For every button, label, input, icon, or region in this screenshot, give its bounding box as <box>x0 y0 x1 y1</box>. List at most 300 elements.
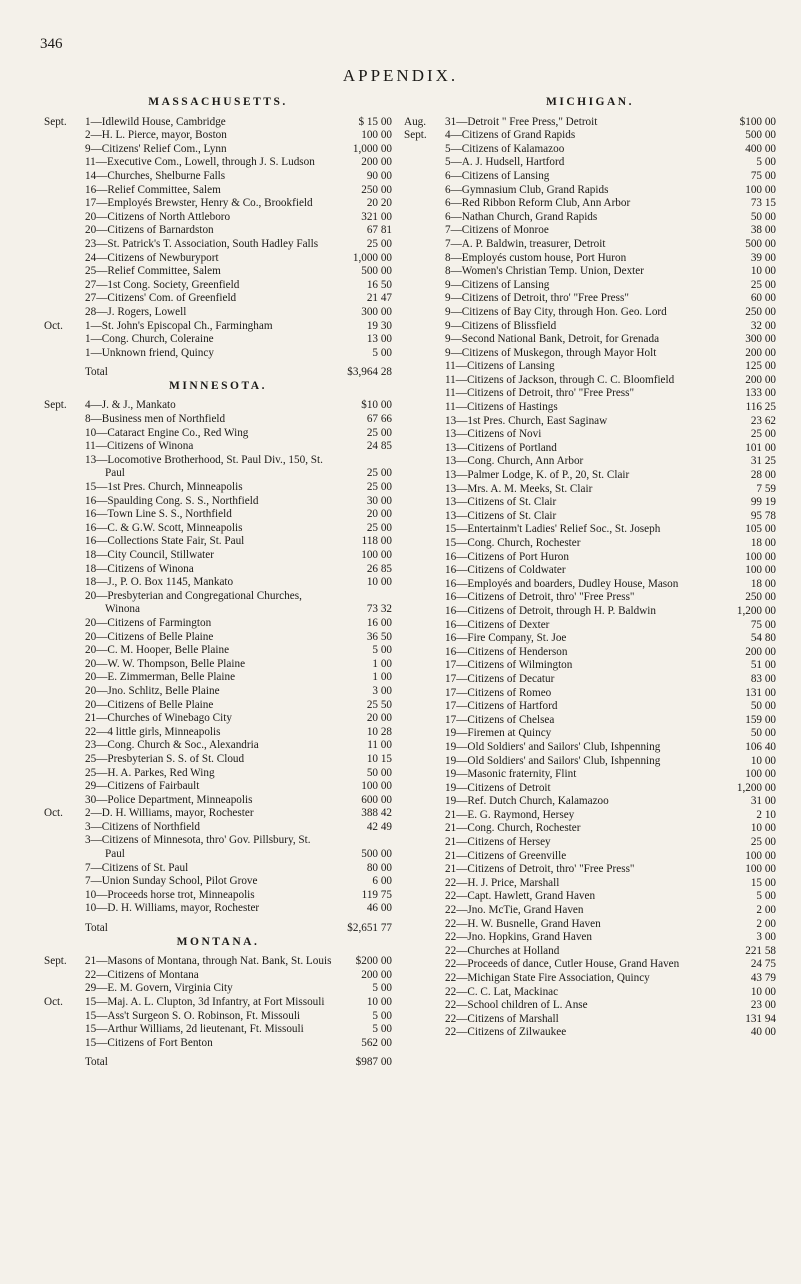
entry-description: 16—Citizens of Dexter <box>445 618 550 631</box>
ledger-entry <box>44 563 392 577</box>
ledger-entry <box>44 170 392 184</box>
entry-amount: 51 00 <box>750 659 776 672</box>
entry-amount: 25 50 <box>366 698 392 711</box>
entry-description: 20—Citizens of Barnardston <box>85 224 214 237</box>
section-title: MINNESOTA. <box>169 379 267 392</box>
entry-amount: 30 00 <box>366 494 392 507</box>
entry-amount: 388 42 <box>361 807 392 820</box>
ledger-entry <box>44 292 392 306</box>
entry-amount: 500 00 <box>361 265 392 278</box>
entry-description: 7—Citizens of St. Paul <box>85 861 189 874</box>
ledger-entry <box>404 659 776 673</box>
entry-amount: 7 59 <box>756 482 776 495</box>
entry-description: 30—Police Department, Minneapolis <box>85 793 253 806</box>
ledger-entry <box>404 931 776 945</box>
entry-amount: 500 00 <box>361 848 392 861</box>
left-column <box>44 96 392 1070</box>
entry-amount: 18 00 <box>750 537 776 549</box>
ledger-entry <box>44 156 392 170</box>
entry-amount: 38 00 <box>750 224 776 237</box>
ledger-entry <box>404 523 776 537</box>
entry-amount: 5 00 <box>372 346 392 359</box>
ledger-entry <box>44 862 392 876</box>
ledger-entry <box>404 184 776 198</box>
entry-amount: 50 00 <box>750 727 776 740</box>
entry-amount: 131 00 <box>745 686 776 699</box>
ledger-entry <box>404 496 776 510</box>
entry-amount: 95 78 <box>750 509 776 522</box>
entry-description: 20—Citizens of North Attleboro <box>85 210 231 223</box>
entry-amount: 67 81 <box>366 224 392 237</box>
entry-amount: 24 85 <box>366 440 392 453</box>
entry-description: 9—Citizens of Bay City, through Hon. Geo. Lord <box>445 305 667 318</box>
section-massachusetts <box>44 96 392 380</box>
entry-amount: 5 00 <box>372 644 392 657</box>
entry-description: 22—H. W. Busnelle, Grand Haven <box>445 917 601 930</box>
entry-amount: 100 00 <box>745 849 776 862</box>
ledger-entry <box>404 687 776 701</box>
ledger-entry <box>44 780 392 794</box>
entry-description: 22—School children of L. Anse <box>445 999 588 1012</box>
entry-description: 16—Employés and boarders, Dudley House, Mason <box>445 577 679 590</box>
entry-description: 22—Jno. McTie, Grand Haven <box>445 904 584 917</box>
ledger-entry <box>44 495 392 509</box>
entry-month: Oct. <box>44 996 63 1008</box>
entry-amount: 105 00 <box>745 523 776 536</box>
ledger-entry <box>404 387 776 401</box>
entry-amount: 10 00 <box>750 265 776 278</box>
right-column <box>404 96 776 1040</box>
entry-amount: 20 00 <box>366 712 392 725</box>
entry-amount: 159 00 <box>745 713 776 726</box>
entry-description: 21—Cong. Church, Rochester <box>445 822 581 835</box>
entry-amount: 200 00 <box>361 968 392 981</box>
entry-description: 7—Citizens of Monroe <box>445 224 549 237</box>
entry-description: 5—Citizens of Kalamazoo <box>445 142 565 155</box>
ledger-entry <box>404 795 776 809</box>
entry-description: 4—Citizens of Grand Rapids <box>445 129 576 142</box>
entry-amount: 42 49 <box>366 820 392 833</box>
entry-description: 15—Citizens of Fort Benton <box>85 1036 213 1049</box>
entry-description: 23—St. Patrick's T. Association, South Hadley Falls <box>85 237 319 250</box>
entry-amount: 500 00 <box>745 129 776 142</box>
total-label: Total <box>85 366 108 379</box>
entry-amount: 125 00 <box>745 360 776 373</box>
ledger-entry <box>44 320 392 334</box>
entry-description: 17—Citizens of Decatur <box>445 672 555 685</box>
total-label: Total <box>85 922 108 935</box>
entry-description: 13—1st Pres. Church, East Saginaw <box>445 414 608 427</box>
entry-amount: 200 00 <box>745 645 776 658</box>
entry-amount: 131 94 <box>745 1012 776 1025</box>
entry-description: 15—1st Pres. Church, Minneapolis <box>85 481 243 494</box>
entry-description: 21—Citizens of Detroit, thro' "Free Press" <box>445 863 635 876</box>
entry-amount: 10 00 <box>366 996 392 1008</box>
entry-description: 21—E. G. Raymond, Hersey <box>445 808 575 821</box>
ledger-entry <box>404 292 776 306</box>
entry-description: 27—1st Cong. Society, Greenfield <box>85 278 240 291</box>
entry-amount: 50 00 <box>366 766 392 779</box>
entry-description: 13—Citizens of Portland <box>445 441 557 454</box>
ledger-entry <box>44 726 392 740</box>
entry-amount: 133 00 <box>745 387 776 400</box>
ledger-entry <box>44 211 392 225</box>
ledger-entry <box>404 564 776 578</box>
ledger-entry <box>44 184 392 198</box>
entry-amount: 83 00 <box>750 672 776 685</box>
ledger-entry <box>404 700 776 714</box>
ledger-entry <box>44 143 392 157</box>
ledger-entry <box>404 999 776 1013</box>
entry-amount: 2 10 <box>756 808 776 821</box>
entry-amount: 100 00 <box>361 549 392 561</box>
entry-amount: 1,000 00 <box>352 251 392 264</box>
entry-description: 11—Citizens of Hastings <box>445 401 558 414</box>
ledger-entry <box>44 522 392 536</box>
ledger-entry <box>404 822 776 836</box>
ledger-entry <box>404 890 776 904</box>
ledger-entry <box>44 129 392 143</box>
entry-amount: 28 00 <box>750 469 776 482</box>
entry-description: 13—Palmer Lodge, K. of P., 20, St. Clair <box>445 469 630 482</box>
ledger-entry <box>404 904 776 918</box>
entry-amount: 3 00 <box>756 931 776 944</box>
ledger-entry <box>404 224 776 238</box>
entry-description: 16—Town Line S. S., Northfield <box>85 508 232 521</box>
ledger-entry <box>404 333 776 347</box>
ledger-entry <box>44 671 392 685</box>
ledger-entry <box>44 658 392 672</box>
entry-amount: 200 00 <box>361 156 392 169</box>
entry-description: 31—Detroit " Free Press," Detroit <box>445 115 598 128</box>
entry-description: 21—Citizens of Hersey <box>445 836 551 849</box>
entry-amount: 1,200 00 <box>736 604 776 617</box>
ledger-entry <box>44 347 392 361</box>
section-title: MONTANA. <box>176 935 260 948</box>
entry-amount: 10 00 <box>750 822 776 835</box>
entry-description: 16—Citizens of Detroit, thro' "Free Press" <box>445 591 635 604</box>
ledger-entry <box>404 1013 776 1027</box>
entry-amount: 25 00 <box>750 278 776 291</box>
entry-amount: 75 00 <box>750 618 776 631</box>
entry-amount: 600 00 <box>361 793 392 806</box>
entry-description: 22—Citizens of Zilwaukee <box>445 1026 567 1039</box>
section-total <box>44 922 392 936</box>
entry-description: 13—Citizens of Novi <box>445 428 542 441</box>
entry-amount: 106 40 <box>745 740 776 753</box>
entry-amount: 10 28 <box>366 725 392 738</box>
ledger-entry <box>404 619 776 633</box>
ledger-entry <box>404 279 776 293</box>
entry-description: 3—Citizens of Northfield <box>85 820 200 833</box>
ledger-entry <box>404 958 776 972</box>
entry-amount: 10 00 <box>366 576 392 589</box>
entry-month: Oct. <box>44 807 63 820</box>
entry-description: 20—W. W. Thompson, Belle Plaine <box>85 657 246 670</box>
entry-amount: 101 00 <box>745 441 776 454</box>
entry-amount: 2 00 <box>756 917 776 930</box>
entry-description: 23—Cong. Church & Soc., Alexandria <box>85 739 259 752</box>
entry-description: 1—St. John's Episcopal Ch., Farmingham <box>85 319 273 332</box>
entry-description: 19—Ref. Dutch Church, Kalamazoo <box>445 795 609 808</box>
entry-description: 28—J. Rogers, Lowell <box>85 305 187 318</box>
entry-description: 25—Presbyterian S. S. of St. Cloud <box>85 752 245 765</box>
entry-description: 15—Entertainm't Ladies' Relief Soc., St. Joseph <box>445 523 661 536</box>
ledger-entry <box>404 755 776 769</box>
ledger-entry <box>404 836 776 850</box>
entry-amount: 250 00 <box>361 183 392 196</box>
entry-amount: 80 00 <box>366 861 392 874</box>
entry-description: 8—Employés custom house, Port Huron <box>445 251 627 264</box>
entry-amount: 5 00 <box>372 1009 392 1022</box>
entry-amount: 10 15 <box>366 752 392 765</box>
entry-description: 2—D. H. Williams, mayor, Rochester <box>85 807 254 820</box>
entry-description: 20—Citizens of Belle Plaine <box>85 698 214 711</box>
entry-description: 17—Citizens of Wilmington <box>445 659 573 672</box>
entry-amount: 21 47 <box>366 292 392 305</box>
entry-description: 13—Citizens of St. Clair <box>445 509 557 522</box>
entry-description: 22—Proceeds of dance, Cutler House, Grand Haven <box>445 958 680 971</box>
entry-description: 7—Union Sunday School, Pilot Grove <box>85 875 258 888</box>
entry-amount: 116 25 <box>745 401 776 414</box>
entry-description: 6—Citizens of Lansing <box>445 169 550 182</box>
ledger-entry <box>44 767 392 781</box>
ledger-entry <box>44 306 392 320</box>
entry-description: 18—City Council, Stillwater <box>85 549 214 561</box>
entry-description: 16—Spaulding Cong. S. S., Northfield <box>85 494 259 507</box>
ledger-entry <box>44 399 392 413</box>
entry-amount: 1,200 00 <box>736 781 776 794</box>
entry-amount: 25 00 <box>366 481 392 494</box>
ledger-entry <box>404 129 776 143</box>
ledger-entry <box>404 143 776 157</box>
entry-amount: $10 00 <box>361 399 392 412</box>
entry-description: 13—Mrs. A. M. Meeks, St. Clair <box>445 482 593 495</box>
entry-description: 16—Citizens of Port Huron <box>445 550 569 563</box>
entry-amount: 60 00 <box>750 292 776 305</box>
entry-description: 8—Business men of Northfield <box>85 413 226 426</box>
entry-amount: 321 00 <box>361 210 392 223</box>
entry-amount: 500 00 <box>745 237 776 250</box>
entry-amount: 23 62 <box>750 414 776 427</box>
entry-amount: 25 00 <box>366 426 392 439</box>
ledger-entry <box>404 1026 776 1040</box>
entry-description: 21—Churches of Winebago City <box>85 712 232 725</box>
ledger-entry <box>404 401 776 415</box>
ledger-entry <box>44 631 392 645</box>
entry-description: 20—Citizens of Farmington <box>85 616 212 629</box>
ledger-entry <box>44 333 392 347</box>
ledger-entry <box>404 442 776 456</box>
entry-description: 18—J., P. O. Box 1145, Mankato <box>85 576 234 589</box>
ledger-entry <box>404 551 776 565</box>
total-label: Total <box>85 1056 108 1069</box>
ledger-entry <box>404 265 776 279</box>
ledger-entry <box>404 591 776 605</box>
entry-amount: 3 00 <box>372 684 392 697</box>
entry-description: 6—Red Ribbon Reform Club, Ann Arbor <box>445 197 631 210</box>
entry-description: 17—Citizens of Romeo <box>445 686 552 699</box>
entry-amount: 10 00 <box>750 754 776 767</box>
ledger-entry <box>44 197 392 211</box>
ledger-entry <box>404 877 776 891</box>
entry-amount: 16 00 <box>366 616 392 629</box>
entry-amount: 250 00 <box>745 591 776 604</box>
entry-description: 22—Citizens of Marshall <box>445 1012 559 1025</box>
entry-amount: 20 00 <box>366 508 392 521</box>
ledger-entry <box>404 850 776 864</box>
total-amount: $987 00 <box>355 1056 392 1069</box>
ledger-entry <box>44 1023 392 1037</box>
ledger-entry <box>44 996 392 1010</box>
page-number: 346 <box>40 36 63 52</box>
ledger-entry <box>404 945 776 959</box>
ledger-entry <box>404 986 776 1000</box>
ledger-entry <box>404 415 776 429</box>
ledger-entry <box>404 306 776 320</box>
entry-description: 15—Maj. A. L. Clupton, 3d Infantry, at Fort Missouli <box>85 996 325 1008</box>
entry-amount: 50 00 <box>750 700 776 713</box>
entry-description: 9—Citizens of Muskegon, through Mayor Holt <box>445 346 657 359</box>
entry-amount: 6 00 <box>372 875 392 888</box>
entry-description: 19—Old Soldiers' and Sailors' Club, Ishpenning <box>445 754 661 767</box>
total-amount: $2,651 77 <box>347 922 392 935</box>
entry-month: Sept. <box>44 115 67 128</box>
ledger-entry <box>44 508 392 522</box>
ledger-entry <box>44 238 392 252</box>
entry-description: 20—Citizens of Belle Plaine <box>85 630 214 643</box>
entry-month: Aug. <box>404 115 427 128</box>
entry-amount: 75 00 <box>750 169 776 182</box>
ledger-entry <box>404 197 776 211</box>
ledger-entry <box>44 739 392 753</box>
ledger-entry <box>44 794 392 808</box>
entry-amount: 25 00 <box>750 836 776 849</box>
entry-description: 4—J. & J., Mankato <box>85 399 176 412</box>
entry-month: Sept. <box>44 955 67 968</box>
entry-description: 15—Cong. Church, Rochester <box>445 537 581 549</box>
entry-description: 16—Citizens of Coldwater <box>445 564 566 577</box>
entry-description: 20—Jno. Schlitz, Belle Plaine <box>85 684 220 697</box>
entry-amount: 100 00 <box>361 129 392 142</box>
ledger-entry <box>44 265 392 279</box>
entry-amount: 11 00 <box>367 739 392 752</box>
entry-amount: 100 00 <box>361 780 392 793</box>
entry-description: 22—Jno. Hopkins, Grand Haven <box>445 931 592 944</box>
entry-description: 13—Cong. Church, Ann Arbor <box>445 455 584 468</box>
ledger-entry <box>44 454 392 481</box>
entry-amount: 1 00 <box>372 657 392 670</box>
entry-description: 29—E. M. Govern, Virginia City <box>85 982 233 995</box>
ledger-entry <box>404 428 776 442</box>
entry-amount: 10 00 <box>750 985 776 998</box>
entry-amount: 400 00 <box>745 142 776 155</box>
ledger-entry <box>44 712 392 726</box>
entry-amount: 31 00 <box>750 795 776 808</box>
entry-description: 15—Arthur Williams, 2d lieutenant, Ft. Missouli <box>85 1023 304 1036</box>
ledger-entry <box>404 918 776 932</box>
entry-description: 11—Citizens of Winona <box>85 440 194 453</box>
ledger-entry <box>44 1010 392 1024</box>
entry-amount: 200 00 <box>745 346 776 359</box>
entry-amount: 300 00 <box>745 333 776 346</box>
entry-description: 1—Cong. Church, Coleraine <box>85 333 214 346</box>
section-title: MICHIGAN. <box>546 96 634 108</box>
entry-amount: 73 32 <box>366 603 392 616</box>
entry-month: Sept. <box>44 399 67 412</box>
entry-description: 21—Masons of Montana, through Nat. Bank, St. Louis <box>85 955 332 968</box>
entry-description: 10—Cataract Engine Co., Red Wing <box>85 426 249 439</box>
ledger-entry <box>44 889 392 903</box>
entry-amount: 39 00 <box>750 251 776 264</box>
entry-amount: 19 30 <box>366 319 392 332</box>
entry-description: 20—C. M. Hooper, Belle Plaine <box>85 644 230 657</box>
entry-amount: 67 66 <box>366 413 392 426</box>
entry-amount: 90 00 <box>366 169 392 182</box>
entry-amount: 100 00 <box>745 183 776 196</box>
ledger-entry <box>404 727 776 741</box>
entry-amount: 200 00 <box>745 373 776 386</box>
entry-description: 9—Citizens of Blissfield <box>445 319 557 332</box>
entry-description: 9—Second National Bank, Detroit, for Grenada <box>445 333 660 346</box>
ledger-entry <box>44 116 392 130</box>
entry-month: Oct. <box>44 319 63 332</box>
entry-amount: 36 50 <box>366 630 392 643</box>
ledger-entry <box>404 156 776 170</box>
entry-description: 19—Firemen at Quincy <box>445 727 552 740</box>
entry-amount: 562 00 <box>361 1036 392 1049</box>
entry-description: 22—4 little girls, Minneapolis <box>85 725 221 738</box>
entry-description: 20—E. Zimmerman, Belle Plaine <box>85 671 236 684</box>
entry-amount: $100 00 <box>739 115 776 128</box>
ledger-entry <box>404 238 776 252</box>
entry-amount: 20 20 <box>366 197 392 210</box>
entry-amount: 16 50 <box>366 278 392 291</box>
section-total <box>44 1056 392 1070</box>
ledger-entry <box>404 347 776 361</box>
entry-description: 16—Citizens of Detroit, through H. P. Baldwin <box>445 604 656 617</box>
ledger-entry <box>404 673 776 687</box>
ledger-entry <box>44 834 392 861</box>
section-montana <box>44 936 392 1070</box>
ledger-entry <box>404 374 776 388</box>
ledger-entry <box>404 252 776 266</box>
ledger-entry <box>44 955 392 969</box>
entry-amount: 221 58 <box>745 944 776 957</box>
ledger-entry <box>44 576 392 590</box>
entry-amount: 15 00 <box>750 876 776 889</box>
entry-description: 27—Citizens' Com. of Greenfield <box>85 292 237 305</box>
entry-amount: 300 00 <box>361 305 392 318</box>
entry-description: 8—Women's Christian Temp. Union, Dexter <box>445 265 644 278</box>
entry-description: 16—Relief Committee, Salem <box>85 183 221 196</box>
ledger-entry <box>44 969 392 983</box>
ledger-entry <box>404 116 776 130</box>
ledger-entry <box>44 535 392 549</box>
ledger-entry <box>44 821 392 835</box>
entry-amount: 23 00 <box>750 999 776 1012</box>
entry-description: 10—D. H. Williams, mayor, Rochester <box>85 902 260 915</box>
ledger-entry <box>404 537 776 551</box>
ledger-entry <box>404 605 776 619</box>
entry-amount: 25 00 <box>366 521 392 534</box>
ledger-entry <box>44 807 392 821</box>
ledger-entry <box>404 483 776 497</box>
entry-description: 19—Old Soldiers' and Sailors' Club, Ishpenning <box>445 740 661 753</box>
entry-description: 11—Executive Com., Lowell, through J. S. Ludson <box>85 156 315 169</box>
ledger-entry <box>44 644 392 658</box>
entry-amount: 250 00 <box>745 305 776 318</box>
